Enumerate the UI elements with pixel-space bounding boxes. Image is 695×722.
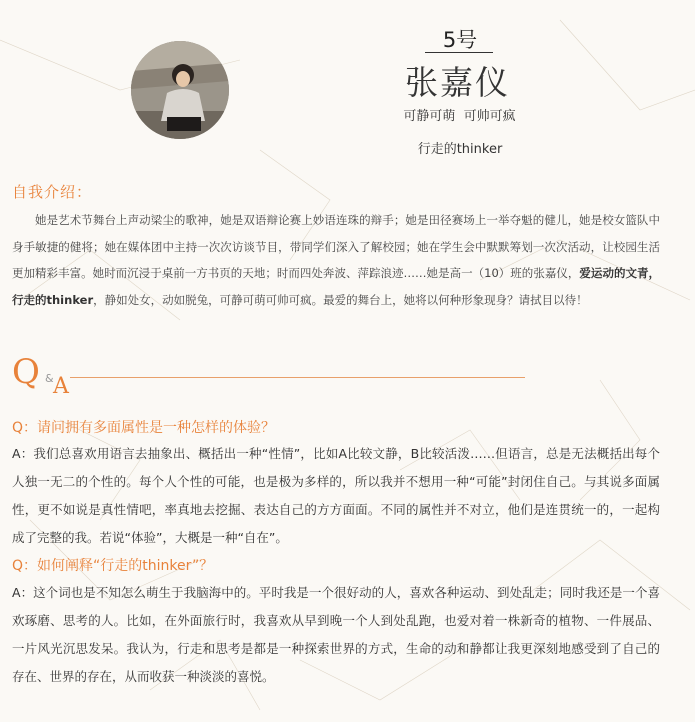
intro-text-bold: 爱运动的文青，行走的thinker bbox=[12, 266, 661, 307]
question-2: Q：如何阐释“行走的thinker”？ bbox=[12, 558, 214, 574]
intro-heading: 自我介绍： bbox=[12, 183, 93, 201]
contestant-name: 张嘉仪 bbox=[405, 63, 510, 102]
intro-text-part1: 她是艺术节舞台上声动梁尘的歌神，她是双语辩论赛上妙语连珠的辩手；她是田径赛场上一举夺魁的健儿，她是校女篮队中身手敏捷的健将；她在媒体团中主持一次次访谈节目，带同学们深入了解校园；她在学生会中默默筹划一次次活动，让校园生活更加精彩丰富。她时而沉浸于桌前一方书页的天地；时而四处奔波、萍踪浪迹……她是高一（10）班的张嘉仪， bbox=[12, 213, 660, 280]
tagline-secondary: 行走的thinker bbox=[417, 142, 503, 157]
question-1: Q：请问拥有多面属性是一种怎样的体验？ bbox=[12, 420, 276, 436]
answer-2: A：这个词也是不知怎么萌生于我脑海中的。平时我是一个很好动的人，喜欢各种运动、到处乱走；同时我还是一个喜欢琢磨、思考的人。比如，在外面旅行时，我喜欢从早到晚一个人到处乱跑，也爱对着一株新奇的植物、一件展品、一片风光沉思发呆。我认为，行走和思考是都是一种探索世界的方式，生命的动和静都让我更深刻地感受到了自己的存在、世界的存在，从而收获一种淡淡的喜悦。 bbox=[12, 585, 660, 684]
contestant-number: 5号 bbox=[442, 28, 478, 52]
qa-logo-q: Q bbox=[12, 352, 40, 392]
avatar bbox=[131, 41, 229, 139]
intro-text-part2: ，静如处女，动如脱兔，可静可萌可帅可疯。最爱的舞台上，她将以何种形象现身？请拭目以待！ bbox=[93, 292, 588, 307]
qa-logo-a: A bbox=[53, 374, 69, 399]
answer-1: A：我们总喜欢用语言去抽象出、概括出一种“性情”，比如A比较文静，B比较活泼……但语言，总是无法概括出每个人独一无二的个性的。每个人个性的可能，也是极为多样的，所以我并不想用一种“可能”封闭住自己。与其说多面属性，更不如说是真性情吧，率真地去挖掘、表达自己的方方面面。不同的属性并不对立，他们是连贯统一的，一起构成了完整的我。若说“体验”，大概是一种“自在”。 bbox=[12, 446, 660, 545]
intro-paragraph bbox=[12, 207, 660, 313]
avatar-photo bbox=[131, 41, 229, 139]
qa-divider bbox=[70, 377, 525, 378]
title-divider bbox=[425, 52, 493, 53]
tagline-primary: 可静可萌 可帅可疯 bbox=[403, 109, 516, 124]
qa-logo-amp: & bbox=[45, 372, 54, 385]
